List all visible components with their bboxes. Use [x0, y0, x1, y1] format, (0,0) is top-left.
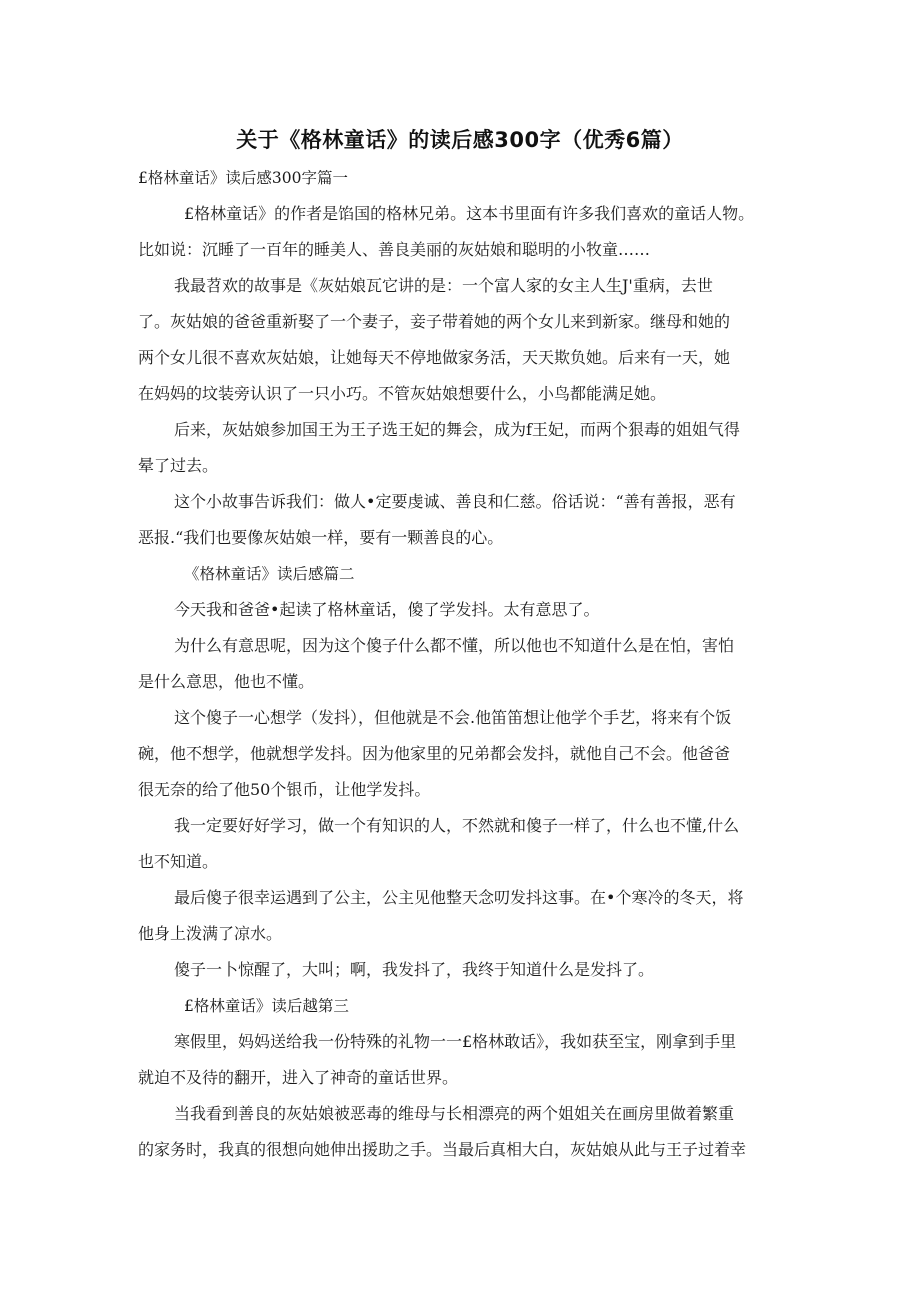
- paragraph-line: 的家务时，我真的很想向她伸出援助之手。当最后真相大白，灰姑娘从此与王子过着幸: [138, 1140, 747, 1159]
- paragraph-line: 碗，他不想学，他就想学发抖。因为他家里的兄弟都会发抖，就他自己不会。他爸爸: [138, 744, 731, 763]
- section-heading: £格林童话》读后越第三: [184, 997, 349, 1015]
- paragraph-line: 寒假里，妈妈送给我一份特殊的礼物一一£格林敢话》，我如获至宝，刚拿到手里: [174, 1032, 737, 1051]
- paragraph-line: 晕了过去。: [138, 456, 219, 475]
- paragraph-line: 很无奈的给了他50个银币，让他学发抖。: [138, 780, 431, 799]
- paragraph-line: 恶报.“我们也要像灰姑娘一样，要有一颗善良的心。: [138, 528, 504, 547]
- paragraph-line: 我一定要好好学习，做一个有知识的人，不然就和傻子一样了，什么也不懂,什么: [174, 816, 740, 835]
- paragraph-line: 就迫不及待的翻开，进入了神奇的童话世界。: [138, 1068, 459, 1087]
- paragraph-line: 这个傻子一心想学（发抖），但他就是不会.他笛笛想让他学个手艺，将来有个饭: [174, 708, 732, 727]
- document-title: 关于《格林童话》的读后感300字（优秀6篇）: [236, 128, 684, 152]
- paragraph-line: 也不知道。: [138, 852, 219, 871]
- document-body: [138, 160, 782, 1168]
- paragraph-line: 他身上泼满了凉水。: [138, 924, 283, 943]
- paragraph-line: 今天我和爸爸•起读了格林童话，傻了学发抖。太有意思了。: [174, 600, 600, 619]
- section-heading: 《格林童话》读后感篇二: [184, 565, 355, 583]
- paragraph-line: 是什么意思，他也不懂。: [138, 672, 315, 691]
- paragraph-line: 在妈妈的坟装旁认识了一只小巧。不管灰姑娘想要什么，小鸟都能满足她。: [138, 384, 667, 403]
- paragraph-line: 傻子一卜惊醒了，大叫；啊，我发抖了，我终于知道什么是发抖了。: [174, 960, 655, 979]
- paragraph-line: 两个女儿很不喜欢灰姑娘，让她每天不停地做家务活，天天欺负她。后来有一天，她: [138, 348, 731, 367]
- paragraph-line: 最后傻子很幸运遇到了公主，公主见他整天念叨发抖这事。在•个寒冷的冬天，将: [174, 888, 744, 907]
- paragraph-line: 我最苕欢的故事是《灰姑娘瓦它讲的是：一个富人家的女主人生J'重病，去世: [174, 276, 713, 295]
- paragraph-line: 比如说：沉睡了一百年的睡美人、善良美丽的灰姑娘和聪明的小牧童……: [138, 240, 651, 259]
- paragraph-line: 后来，灰姑娘参加国王为王子选王妃的舞会，成为f王妃，而两个狠毒的姐姐气得: [174, 420, 740, 439]
- paragraph-line: 当我看到善良的灰姑娘被恶毒的维母与长相漂亮的两个姐姐关在画房里做着繁重: [174, 1104, 735, 1123]
- paragraph-line: 为什么有意思呢，因为这个傻子什么都不懂，所以他也不知道什么是在怕，害怕: [174, 636, 735, 655]
- paragraph-line: £格林童话》的作者是馅国的格林兄弟。这本书里面有许多我们喜欢的童话人物。: [184, 204, 755, 223]
- paragraph-line: 了。灰姑娘的爸爸重新娶了一个妻子，妾子带着她的两个女儿来到新家。继母和她的: [138, 312, 731, 331]
- paragraph-line: 这个小故事告诉我们：做人•定要虔诚、善良和仁慈。俗话说：“善有善报，恶有: [174, 492, 736, 511]
- section-heading: £格林童话》读后感300字篇一: [138, 169, 348, 187]
